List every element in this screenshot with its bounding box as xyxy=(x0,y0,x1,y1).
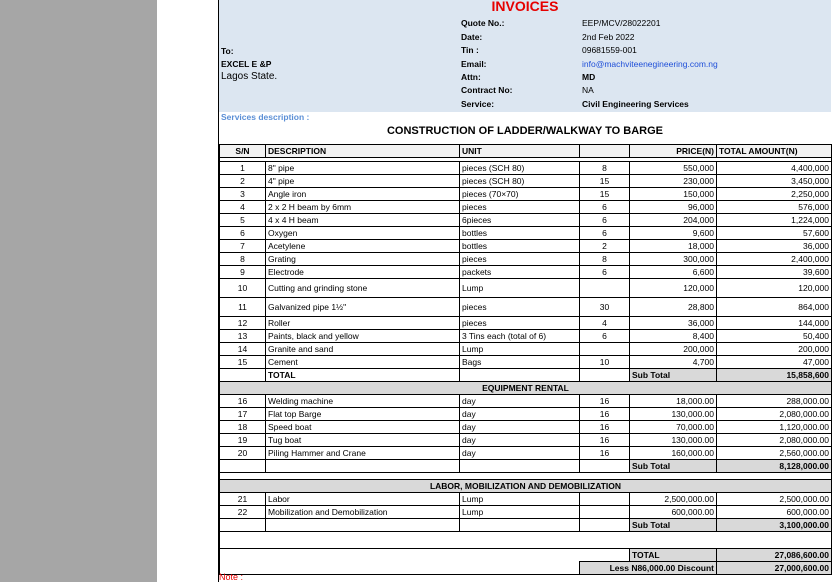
row-description: Tug boat xyxy=(266,434,460,447)
table-row xyxy=(220,395,832,408)
row-sn: 20 xyxy=(220,447,266,460)
row-description: 4 x 4 H beam xyxy=(266,214,460,227)
row-sn: 22 xyxy=(220,506,266,519)
row-description: Speed boat xyxy=(266,421,460,434)
row-total: 1,224,000 xyxy=(717,214,832,227)
row-description: Labor xyxy=(266,493,460,506)
table-row xyxy=(220,201,832,214)
row-qty xyxy=(580,506,630,519)
col-header-price: PRICE(N) xyxy=(630,145,717,158)
discount-total-value: 27,000,600.00 xyxy=(717,562,832,575)
row-total: 3,450,000 xyxy=(717,175,832,188)
row-total: 2,560,000.00 xyxy=(717,447,832,460)
row-description: Grating xyxy=(266,253,460,266)
row-sn: 2 xyxy=(220,175,266,188)
row-unit: pieces (SCH 80) xyxy=(460,175,580,188)
table-row xyxy=(220,214,832,227)
row-sn: 5 xyxy=(220,214,266,227)
row-sn: 3 xyxy=(220,188,266,201)
table-row xyxy=(220,266,832,279)
row-qty: 6 xyxy=(580,201,630,214)
row-unit: Lump xyxy=(460,506,580,519)
subtotal-value: 8,128,000.00 xyxy=(717,460,832,473)
meta-label-contract: Contract No: xyxy=(461,85,513,95)
row-unit: pieces xyxy=(460,317,580,330)
row-qty: 16 xyxy=(580,434,630,447)
row-description: Roller xyxy=(266,317,460,330)
row-price: 4,700 xyxy=(630,356,717,369)
row-unit: Bags xyxy=(460,356,580,369)
subtotal-blank xyxy=(266,519,460,532)
row-qty: 6 xyxy=(580,214,630,227)
subtotal-row xyxy=(220,519,832,532)
meta-value-contract: NA xyxy=(582,85,594,95)
row-price: 6,600 xyxy=(630,266,717,279)
row-price: 160,000.00 xyxy=(630,447,717,460)
client-to-label: To: xyxy=(221,46,234,56)
total-label: TOTAL xyxy=(266,369,460,382)
row-sn: 19 xyxy=(220,434,266,447)
row-unit: packets xyxy=(460,266,580,279)
table-row xyxy=(220,227,832,240)
row-total: 2,400,000 xyxy=(717,253,832,266)
subtotal-blank xyxy=(220,519,266,532)
row-sn: 4 xyxy=(220,201,266,214)
row-unit: pieces (SCH 80) xyxy=(460,162,580,175)
meta-value-attn: MD xyxy=(582,72,596,82)
row-unit: pieces xyxy=(460,253,580,266)
row-unit: bottles xyxy=(460,240,580,253)
section-title: EQUIPMENT RENTAL xyxy=(220,382,832,395)
row-description: Mobilization and Demobilization xyxy=(266,506,460,519)
row-unit: day xyxy=(460,434,580,447)
table-row xyxy=(220,493,832,506)
row-sn: 7 xyxy=(220,240,266,253)
subtotal-row xyxy=(220,369,832,382)
row-price: 36,000 xyxy=(630,317,717,330)
row-description: Angle iron xyxy=(266,188,460,201)
row-description: 4" pipe xyxy=(266,175,460,188)
table-row xyxy=(220,253,832,266)
row-price: 18,000.00 xyxy=(630,395,717,408)
row-unit: pieces (70×70) xyxy=(460,188,580,201)
subtotal-blank xyxy=(580,369,630,382)
row-qty: 16 xyxy=(580,408,630,421)
row-price: 120,000 xyxy=(630,279,717,298)
row-unit: day xyxy=(460,395,580,408)
table-row xyxy=(220,434,832,447)
meta-value-service: Civil Engineering Services xyxy=(582,99,689,109)
row-qty: 30 xyxy=(580,298,630,317)
col-header-unit: UNIT xyxy=(460,145,580,158)
discount-row xyxy=(220,562,832,575)
subtotal-row xyxy=(220,460,832,473)
project-title: CONSTRUCTION OF LADDER/WALKWAY TO BARGE xyxy=(386,125,664,137)
row-sn: 21 xyxy=(220,493,266,506)
row-sn: 18 xyxy=(220,421,266,434)
row-total: 600,000.00 xyxy=(717,506,832,519)
row-qty: 16 xyxy=(580,421,630,434)
header-block xyxy=(219,16,831,112)
row-total: 50,400 xyxy=(717,330,832,343)
row-qty: 6 xyxy=(580,266,630,279)
row-description: Cement xyxy=(266,356,460,369)
table-row xyxy=(220,162,832,175)
row-sn: 13 xyxy=(220,330,266,343)
grand-total-row xyxy=(220,549,832,562)
row-total: 576,000 xyxy=(717,201,832,214)
subtotal-label: Sub Total xyxy=(630,519,717,532)
row-total: 2,080,000.00 xyxy=(717,408,832,421)
meta-label-quote: Quote No.: xyxy=(461,18,505,28)
col-header-description: DESCRIPTION xyxy=(266,145,460,158)
table-row xyxy=(220,175,832,188)
row-price: 230,000 xyxy=(630,175,717,188)
row-total: 2,080,000.00 xyxy=(717,434,832,447)
row-qty xyxy=(580,343,630,356)
row-price: 600,000.00 xyxy=(630,506,717,519)
subtotal-blank xyxy=(580,519,630,532)
row-qty: 4 xyxy=(580,317,630,330)
row-price: 8,400 xyxy=(630,330,717,343)
row-sn: 1 xyxy=(220,162,266,175)
discount-label: Less N86,000.00 Discount xyxy=(580,562,717,575)
row-total: 2,250,000 xyxy=(717,188,832,201)
table-row xyxy=(220,343,832,356)
section-header-row xyxy=(220,480,832,493)
table-row xyxy=(220,279,832,298)
meta-label-attn: Attn: xyxy=(461,72,481,82)
row-description: Electrode xyxy=(266,266,460,279)
row-sn: 12 xyxy=(220,317,266,330)
meta-label-tin: Tin : xyxy=(461,45,479,55)
row-total: 288,000.00 xyxy=(717,395,832,408)
table-row xyxy=(220,317,832,330)
row-sn: 11 xyxy=(220,298,266,317)
row-total: 120,000 xyxy=(717,279,832,298)
row-unit: Lump xyxy=(460,493,580,506)
section-title: LABOR, MOBILIZATION AND DEMOBILIZATION xyxy=(220,480,832,493)
title-banner xyxy=(219,0,831,16)
row-price: 18,000 xyxy=(630,240,717,253)
table-row xyxy=(220,298,832,317)
row-total: 39,600 xyxy=(717,266,832,279)
row-price: 9,600 xyxy=(630,227,717,240)
row-qty: 16 xyxy=(580,447,630,460)
row-total: 2,500,000.00 xyxy=(717,493,832,506)
subtotal-blank xyxy=(266,460,460,473)
row-unit: Lump xyxy=(460,343,580,356)
subtotal-blank xyxy=(460,369,580,382)
services-description-label: Services description : xyxy=(221,112,310,122)
row-unit: 3 Tins each (total of 6) xyxy=(460,330,580,343)
row-description: Oxygen xyxy=(266,227,460,240)
row-qty: 2 xyxy=(580,240,630,253)
meta-value-date: 2nd Feb 2022 xyxy=(582,32,635,42)
row-qty: 8 xyxy=(580,162,630,175)
row-price: 204,000 xyxy=(630,214,717,227)
row-unit: 6pieces xyxy=(460,214,580,227)
client-name: EXCEL E &P xyxy=(221,59,272,69)
meta-value-tin: 09681559-001 xyxy=(582,45,637,55)
row-total: 144,000 xyxy=(717,317,832,330)
col-header-qty xyxy=(580,145,630,158)
row-sn: 8 xyxy=(220,253,266,266)
meta-value-email-link[interactable]: info@machviteenegineering.com.ng xyxy=(582,59,718,69)
row-description: Granite and sand xyxy=(266,343,460,356)
row-qty: 10 xyxy=(580,356,630,369)
subtotal-blank xyxy=(460,519,580,532)
table-row xyxy=(220,240,832,253)
table-row xyxy=(220,408,832,421)
subtotal-label: Sub Total xyxy=(630,460,717,473)
row-total: 1,120,000.00 xyxy=(717,421,832,434)
row-description: Cutting and grinding stone xyxy=(266,279,460,298)
row-price: 300,000 xyxy=(630,253,717,266)
row-description: Galvanized pipe 1½" xyxy=(266,298,460,317)
row-qty: 16 xyxy=(580,395,630,408)
row-unit: pieces xyxy=(460,298,580,317)
row-price: 550,000 xyxy=(630,162,717,175)
row-unit: bottles xyxy=(460,227,580,240)
row-unit: day xyxy=(460,447,580,460)
subtotal-blank xyxy=(580,460,630,473)
grand-total-label: TOTAL xyxy=(630,549,717,562)
table-row xyxy=(220,356,832,369)
subtotal-blank xyxy=(220,460,266,473)
row-description: Paints, black and yellow xyxy=(266,330,460,343)
row-qty: 6 xyxy=(580,227,630,240)
row-price: 200,000 xyxy=(630,343,717,356)
row-sn: 14 xyxy=(220,343,266,356)
row-unit: day xyxy=(460,408,580,421)
row-price: 150,000 xyxy=(630,188,717,201)
row-qty: 8 xyxy=(580,253,630,266)
row-qty xyxy=(580,493,630,506)
row-total: 4,400,000 xyxy=(717,162,832,175)
row-unit: pieces xyxy=(460,201,580,214)
row-price: 96,000 xyxy=(630,201,717,214)
grand-total-value: 27,086,600.00 xyxy=(717,549,832,562)
row-description: Flat top Barge xyxy=(266,408,460,421)
meta-label-email: Email: xyxy=(461,59,487,69)
row-qty xyxy=(580,279,630,298)
row-total: 47,000 xyxy=(717,356,832,369)
row-description: 8" pipe xyxy=(266,162,460,175)
table-row xyxy=(220,188,832,201)
col-header-sn: S/N xyxy=(220,145,266,158)
meta-value-quote: EEP/MCV/28022201 xyxy=(582,18,661,28)
row-total: 57,600 xyxy=(717,227,832,240)
row-sn: 6 xyxy=(220,227,266,240)
invoice-title: INVOICES xyxy=(491,0,559,14)
note-label: Note : xyxy=(219,572,244,582)
row-total: 864,000 xyxy=(717,298,832,317)
row-description: 2 x 2 H beam by 6mm xyxy=(266,201,460,214)
section-header-row xyxy=(220,382,832,395)
row-qty: 15 xyxy=(580,175,630,188)
row-price: 130,000.00 xyxy=(630,434,717,447)
row-description: Welding machine xyxy=(266,395,460,408)
client-address: Lagos State. xyxy=(221,71,278,82)
left-margin-panel xyxy=(0,0,157,582)
row-sn: 15 xyxy=(220,356,266,369)
meta-label-service: Service: xyxy=(461,99,495,109)
table-header-row xyxy=(220,145,832,158)
subtotal-label: Sub Total xyxy=(630,369,717,382)
col-header-total: TOTAL AMOUNT(N) xyxy=(717,145,832,158)
subtotal-value: 3,100,000.00 xyxy=(717,519,832,532)
row-sn: 17 xyxy=(220,408,266,421)
row-price: 2,500,000.00 xyxy=(630,493,717,506)
row-price: 28,800 xyxy=(630,298,717,317)
invoice-table xyxy=(219,144,832,575)
row-total: 36,000 xyxy=(717,240,832,253)
subtotal-value: 15,858,600 xyxy=(717,369,832,382)
row-price: 130,000.00 xyxy=(630,408,717,421)
table-row xyxy=(220,506,832,519)
row-sn: 10 xyxy=(220,279,266,298)
row-qty: 15 xyxy=(580,188,630,201)
subtotal-blank xyxy=(460,460,580,473)
row-description: Acetylene xyxy=(266,240,460,253)
table-row xyxy=(220,447,832,460)
row-qty: 6 xyxy=(580,330,630,343)
table-row xyxy=(220,330,832,343)
row-sn: 9 xyxy=(220,266,266,279)
row-unit: Lump xyxy=(460,279,580,298)
table-row xyxy=(220,421,832,434)
meta-label-date: Date: xyxy=(461,32,483,42)
subtotal-blank xyxy=(220,369,266,382)
row-description: Piling Hammer and Crane xyxy=(266,447,460,460)
row-total: 200,000 xyxy=(717,343,832,356)
row-unit: day xyxy=(460,421,580,434)
row-price: 70,000.00 xyxy=(630,421,717,434)
row-sn: 16 xyxy=(220,395,266,408)
